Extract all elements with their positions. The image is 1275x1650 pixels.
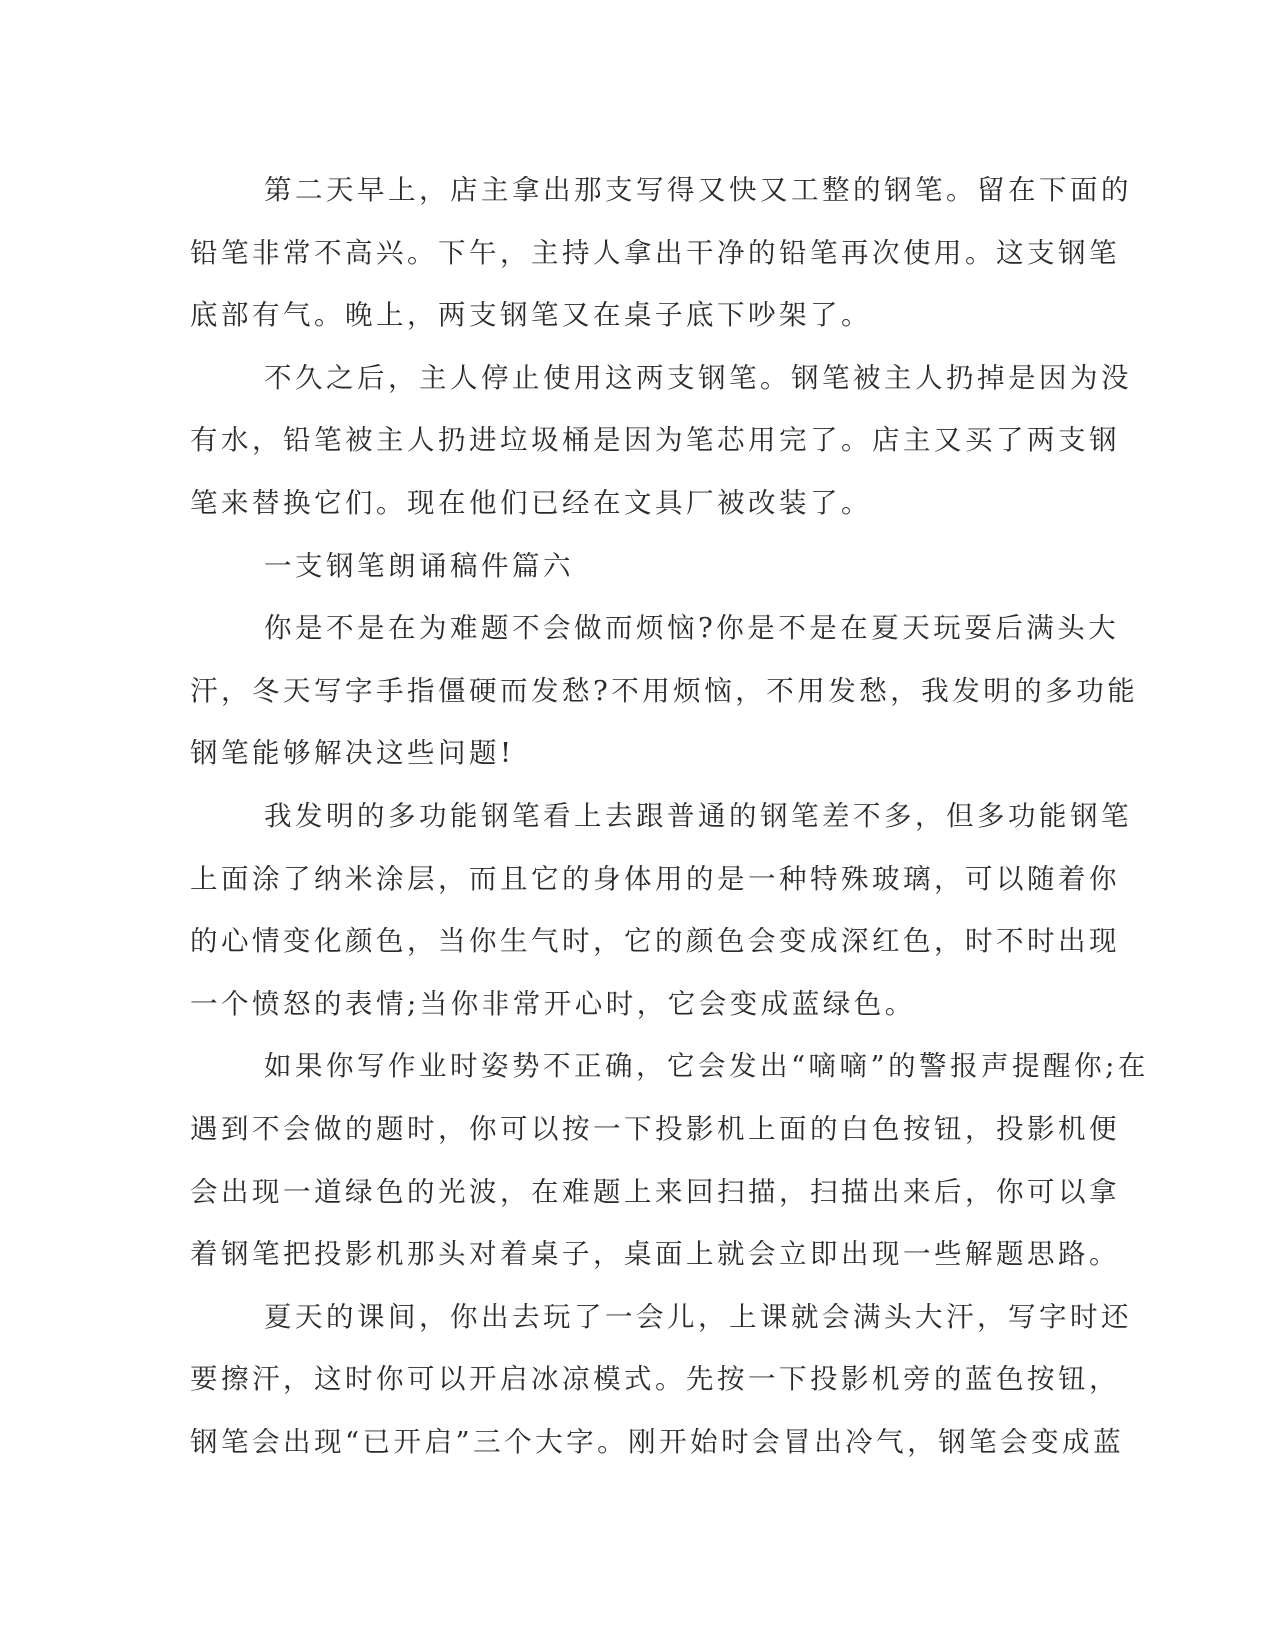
text-line: 有水，铅笔被主人扔进垃圾桶是因为笔芯用完了。店主又买了两支钢 [190, 424, 1120, 457]
paragraph-2 [190, 347, 1132, 535]
text-line: 钢笔能够解决这些问题! [190, 737, 515, 770]
text-line: 我发明的多功能钢笔看上去跟普通的钢笔差不多，但多功能钢笔 [264, 799, 1132, 832]
paragraph-1 [190, 159, 1132, 347]
text-line: 笔来替换它们。现在他们已经在文具厂被改装了。 [190, 486, 872, 519]
text-line: 会出现一道绿色的光波，在难题上来回扫描，扫描出来后，你可以拿 [190, 1175, 1120, 1208]
paragraph-5 [190, 1035, 1149, 1285]
paragraph-4 [190, 785, 1132, 1035]
text-line: 一个愤怒的表情;当你非常开心时，它会变成蓝绿色。 [190, 987, 916, 1020]
paragraph-6 [190, 1286, 1132, 1474]
section-heading [190, 535, 1090, 598]
text-line: 底部有气。晚上，两支钢笔又在桌子底下吵架了。 [190, 299, 872, 332]
section-heading-text: 一支钢笔朗诵稿件篇六 [264, 549, 574, 582]
paragraph-3 [190, 597, 1139, 785]
text-line: 着钢笔把投影机那头对着桌子，桌面上就会立即出现一些解题思路。 [190, 1238, 1120, 1271]
text-line: 夏天的课间，你出去玩了一会儿，上课就会满头大汗，写字时还 [264, 1300, 1132, 1333]
text-line: 要擦汗，这时你可以开启冰凉模式。先按一下投影机旁的蓝色按钮， [190, 1363, 1120, 1396]
text-line: 钢笔会出现“已开启”三个大字。刚开始时会冒出冷气，钢笔会变成蓝 [190, 1425, 1125, 1458]
text-line: 你是不是在为难题不会做而烦恼?你是不是在夏天玩耍后满头大 [264, 612, 1120, 645]
text-line: 汗，冬天写字手指僵硬而发愁?不用烦恼，不用发愁，我发明的多功能 [190, 674, 1139, 707]
document-body [190, 159, 1149, 1473]
text-line: 上面涂了纳米涂层，而且它的身体用的是一种特殊玻璃，可以随着你 [190, 862, 1120, 895]
text-line: 第二天早上，店主拿出那支写得又快又工整的钢笔。留在下面的 [264, 174, 1132, 206]
text-line: 如果你写作业时姿势不正确，它会发出“嘀嘀”的警报声提醒你;在 [264, 1050, 1149, 1083]
text-line: 的心情变化颜色，当你生气时，它的颜色会变成深红色，时不时出现 [190, 925, 1120, 958]
text-line: 铅笔非常不高兴。下午，主持人拿出干净的铅笔再次使用。这支钢笔 [190, 236, 1120, 269]
text-line: 不久之后，主人停止使用这两支钢笔。钢笔被主人扔掉是因为没 [264, 361, 1132, 394]
text-line: 遇到不会做的题时，你可以按一下投影机上面的白色按钮，投影机便 [190, 1112, 1120, 1145]
